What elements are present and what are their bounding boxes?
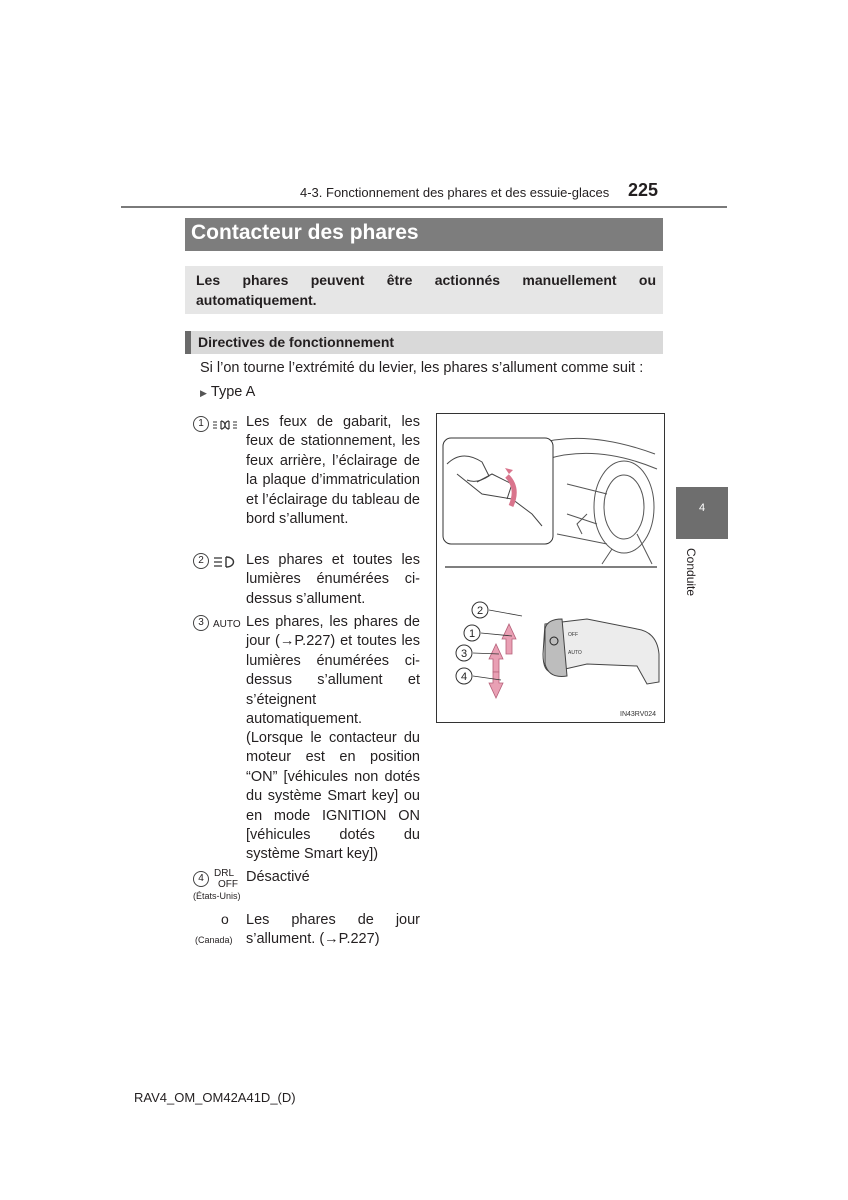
auto-icon: AUTO: [213, 619, 241, 630]
drl-icon-top: DRL: [214, 868, 235, 879]
figure-box: [436, 413, 665, 723]
lead-paragraph: Si l’on tourne l’extrémité du levier, les phares s’allument comme suit :: [200, 360, 644, 376]
headlight-icon: [212, 555, 238, 572]
item-1-number: 1: [193, 416, 209, 432]
callout-4: 4: [460, 671, 468, 683]
switch-label-off: OFF: [568, 632, 578, 638]
country-canada: (Canada): [195, 935, 233, 945]
section-path: 4-3. Fonctionnement des phares et des essuie-glaces: [300, 185, 610, 200]
type-label: Type A: [210, 384, 256, 400]
figure-code: IN43RV024: [620, 711, 657, 718]
callout-3: 3: [460, 648, 468, 660]
intro-text: Les phares peuvent être actionnés manuellement ou automatiquement.: [196, 272, 656, 308]
item-3-text: Les phares, les phares de jour (→P.227) et toutes les lumières énumérées ci-dessus s’allument et s’éteignent automatiquement.: [246, 614, 420, 728]
subsection-title: Directives de fonctionnement: [198, 334, 395, 350]
item-5-text: Les phares de jour s’allument. (→P.227): [246, 912, 420, 948]
drl-icon-bottom: OFF: [218, 879, 238, 890]
header-rule: [121, 206, 727, 208]
type-line: [200, 384, 255, 400]
chapter-label: Conduite: [684, 548, 698, 597]
callout-1: 1: [468, 628, 476, 640]
lever-illustration: [437, 414, 664, 722]
drl-off-icon: [214, 868, 238, 890]
parking-light-icon: [212, 419, 238, 434]
item-1-text: Les feux de gabarit, les feux de stationnement, les feux arrière, l’éclairage de la plaque d’immatriculation et l’éclairage du tableau de bord s’allument.: [246, 414, 420, 528]
item-2-number: 2: [193, 553, 209, 569]
callout-2: 2: [476, 605, 484, 617]
switch-label-auto: AUTO: [568, 650, 582, 656]
triangle-bullet-icon: ▶: [200, 388, 207, 398]
item-3-note: (Lorsque le contacteur du moteur est en position “ON” [véhicules non dotés du système Smart key] ou en mode IGNITION ON [véhicules dotés du système Smart key]): [246, 730, 420, 863]
country-usa: (États-Unis): [193, 891, 241, 901]
circle-icon: o: [221, 911, 229, 927]
page-title: Contacteur des phares: [191, 221, 419, 244]
chapter-number: 4: [698, 502, 706, 514]
item-3-number: 3: [193, 615, 209, 631]
subsection-accent: [185, 331, 191, 354]
page-number: 225: [628, 180, 659, 200]
footer-code: RAV4_OM_OM42A41D_(D): [134, 1090, 296, 1105]
item-2-text: Les phares et toutes les lumières énumérées ci-dessus s’allument.: [246, 552, 420, 607]
item-4-text: Désactivé: [246, 869, 310, 885]
item-4-number: 4: [193, 871, 209, 887]
